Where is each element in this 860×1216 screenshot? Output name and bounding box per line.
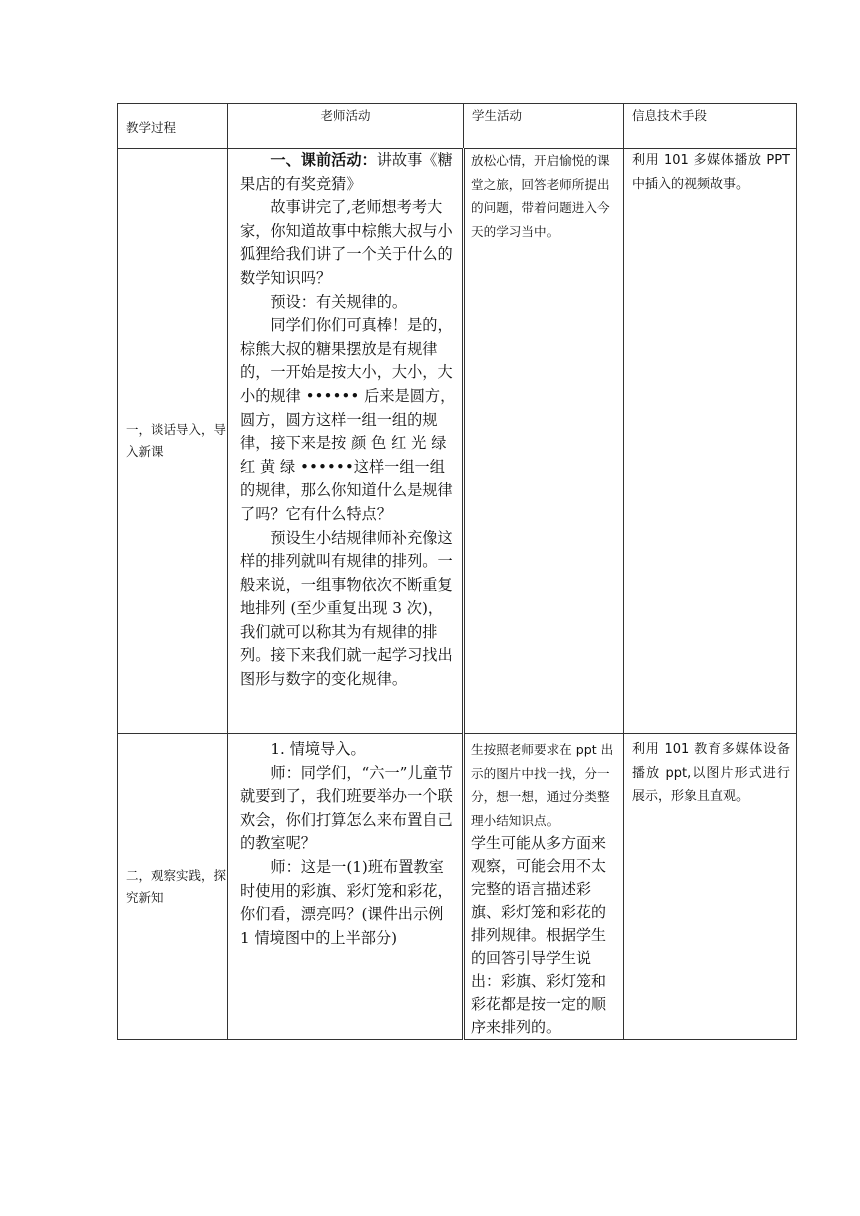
header-tech-means: 信息技术手段 <box>624 104 797 149</box>
tech-means-cell: 利用 101 教育多媒体设备播放 ppt,以图片形式进行展示，形象且直观。 <box>624 734 797 1040</box>
teacher-title-bold: 一、课前活动： <box>270 151 377 169</box>
teacher-paragraph: 故事讲完了,老师想考考大家，你知道故事中棕熊大叔与小狐狸给我们讲了一个关于什么的数学知识吗？ <box>240 198 453 287</box>
header-student-activity: 学生活动 <box>464 104 624 149</box>
teacher-paragraph: 师：同学们，“六一”儿童节就要到了，我们班要举办一个联欢会，你们打算怎么来布置自己的教室呢？ <box>240 763 453 853</box>
teacher-activity-cell <box>228 149 464 734</box>
teacher-activity-cell <box>228 734 464 1040</box>
lesson-plan-table <box>117 103 797 1040</box>
student-activity-part2: 学生可能从多方面来观察，可能会用不太完整的语言描述彩旗、彩灯笼和彩花的排列规律。根据学生的回答引导学生说出：彩旗、彩灯笼和彩花都是按一定的顺序来排列的。 <box>471 834 607 1036</box>
teacher-paragraph: 1. 情境导入。 <box>270 740 366 758</box>
stage-cell: 一，谈话导入，导入新课 <box>118 149 228 734</box>
student-activity-part1: 生按照老师要求在 ppt 出示的图片中找一找，分一分，想一想，通过分类整理小结知识点。 <box>471 742 614 828</box>
tech-means-cell: 利用 101 多媒体播放 PPT 中插入的视频故事。 <box>624 149 797 734</box>
teacher-paragraph: 预设：有关规律的。 <box>270 292 408 311</box>
teacher-paragraph: 预设生小结规律师补充像这样的排列就叫有规律的排列。一般来说，一组事物依次不断重复地排列 (至少重复出现 3 次)，我们就可以称其为有规律的排列。接下来我们就一起学习找出图形与数字的变化规律。 <box>240 528 453 689</box>
teacher-paragraph: 同学们你们可真棒！是的，棕熊大叔的糖果摆放是有规律的，一开始是按大小，大小，大小的规律 •••••• 后来是圆方，圆方，圆方这样一组一组的规律，接下来是按 颜 色 红 光 绿 红 黄 绿 ••••••这样一组一组的规律，那么你知道什么是规律了吗？它有什么特点？ <box>240 316 456 523</box>
teacher-paragraph: 师：这是一(1)班布置教室时使用的彩旗、彩灯笼和彩花，你们看，漂亮吗？(课件出示例 1 情境图中的上半部分) <box>240 857 453 947</box>
table-row <box>118 734 797 1040</box>
stage-cell: 二，观察实践，探究新知 <box>118 734 228 1040</box>
student-activity-cell: 放松心情，开启愉悦的课堂之旅，回答老师所提出的问题，带着问题进入今天的学习当中。 <box>464 149 624 734</box>
student-activity-cell <box>464 734 624 1040</box>
header-stage: 教学过程 <box>118 104 228 149</box>
header-teacher-activity: 老师活动 <box>228 104 464 149</box>
teacher-title <box>240 149 456 196</box>
table-row <box>118 149 797 734</box>
teacher-title-rest: 讲故事《糖果店的有奖竞猜》 <box>240 151 453 193</box>
header-row <box>118 104 797 149</box>
